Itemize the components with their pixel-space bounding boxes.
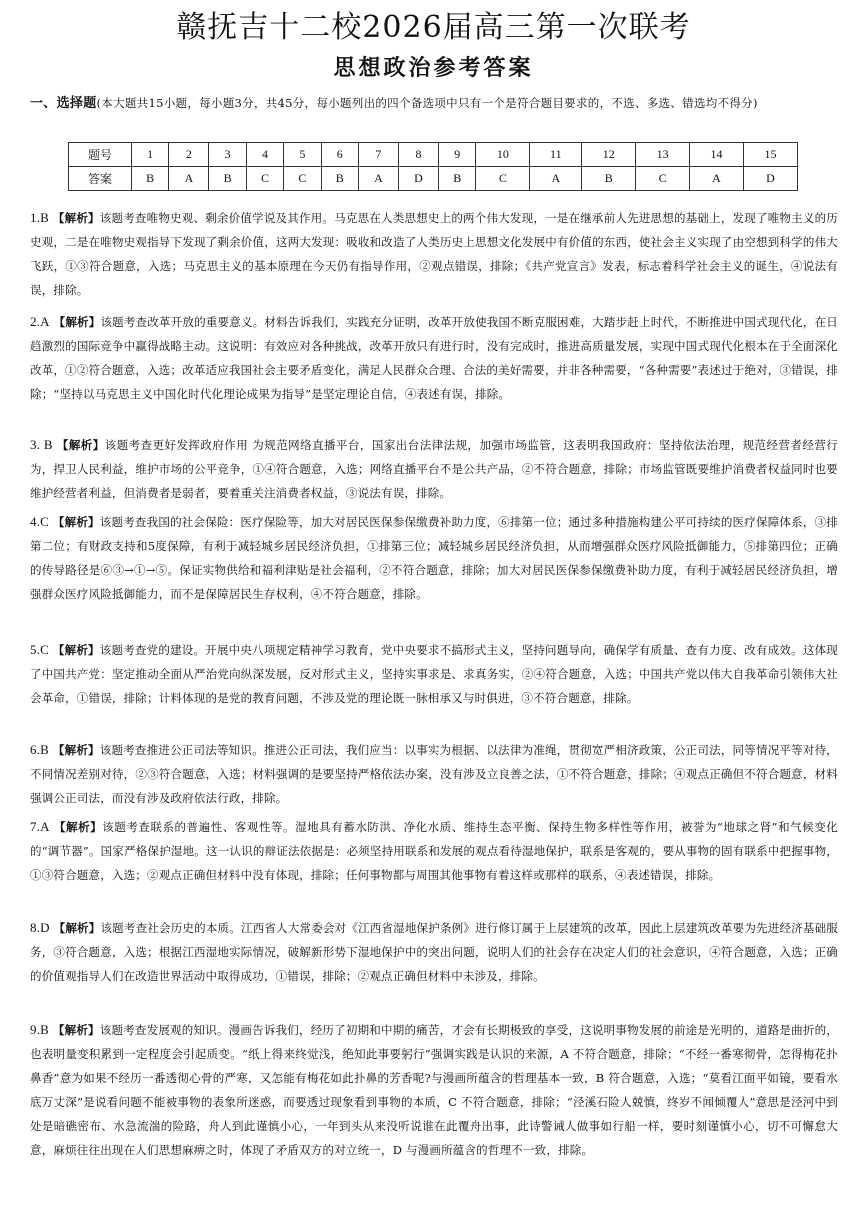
answer-cell: A — [690, 167, 744, 191]
explanation-number: 4.C — [30, 514, 50, 529]
question-number: 2 — [169, 143, 209, 167]
section-heading: 一、选择题 — [30, 96, 97, 111]
explanation-text: 该题考查我国的社会保险：医疗保险等，加大对居民医保参保缴费补助力度，⑥排第一位；通过多种措施构建公平可持续的医疗保障体系，③排第二位；有财政支持和5度保障，有利于减轻城乡居民经济负担，①排第三位；减轻城乡居民经济负担，从而增强群众医疗风险抵御能力，⑤排第四位；正确的传导路径是⑥③→①→⑤。保证实物供给和福利津贴是社会福利，②不符合题意，排除；加大对居民医保参保缴费补助力度，有利于减轻居民经济负担，增强群众医疗风险抵御能力，而不是保障居民生存权利，④不符合题意，排除。 — [30, 515, 838, 601]
answer-cell: C — [284, 167, 321, 191]
explanation-text: 该题考查改革开放的重要意义。材料告诉我们，实践充分证明，改革开放使我国不断克服困难，大踏步赶上时代，不断推进中国式现代化，在日趋激烈的国际竞争中赢得战略主动。这说明：有效应对各种挑战，改革开放只有进行时，没有完成时，推进高质量发展，实现中国式现代化根本在于全面深化改革，①②符合题意，入选；改革适应我国社会主要矛盾变化，满足人民群众合理、合法的美好需要，并非各种需要，“各种需要”表述过于绝对，③错误，排除；“坚持以马克思主义中国化时代化理论成果为指导”是坚定理论自信，④表述有误，排除。 — [30, 315, 839, 401]
explanation-number: 6.B — [30, 742, 50, 757]
question-number: 1 — [132, 143, 169, 167]
section-instructions — [30, 92, 838, 115]
explanation-number: 5.C — [30, 642, 50, 657]
question-number: 12 — [582, 143, 636, 167]
answer-cell: A — [358, 167, 398, 191]
explanation-text: 该题考查唯物史观、剩余价值学说及其作用。马克思在人类思想史上的两个伟大发现，一是在继承前人先进思想的基础上，发现了唯物主义的历史观，二是在唯物史观指导下发现了剩余价值，这两大发现：吸收和改造了人类历史上思想文化发展中有价值的东西，使社会主义实现了由空想到科学的伟大飞跃，①③符合题意，入选；马克思主义的基本原理在今天仍有指导作用，②观点错误，排除；《共产党宣言》发表，标志着科学社会主义的诞生，④说法有误，排除。 — [30, 211, 838, 297]
explanation-item-6 — [30, 738, 838, 810]
explanation-text: 该题考查党的建设。开展中央八项规定精神学习教育，党中央要求不搞形式主义，坚持问题导向，确保学有质量、查有力度、改有成效。这体现了中国共产党：坚定推动全面从严治党向纵深发展，反对形式主义，坚持实事求是、求真务实，②④符合题意，入选；中国共产党以伟大自我革命引领伟大社会革命，①错误，排除；计料体现的是党的教育问题，不涉及党的理论既一脉相承又与时俱进，③不符合题意，排除。 — [30, 643, 838, 705]
question-number: 15 — [743, 143, 797, 167]
explanation-tag: 【解析】 — [52, 643, 100, 657]
answer-table-row-numbers — [69, 143, 798, 167]
answer-table — [68, 142, 798, 191]
question-number: 7 — [358, 143, 398, 167]
explanation-tag: 【解析】 — [53, 820, 103, 834]
explanation-number: 3. B — [30, 437, 53, 452]
question-number: 3 — [209, 143, 246, 167]
section-instructions-text: (本大题共15小题，每小题3分，共45分，每小题列出的四个备选项中只有一个是符合题目要求的，不选、多选、错选均不得分) — [96, 96, 758, 110]
row-label-answer: 答案 — [69, 167, 132, 191]
answer-cell: B — [439, 167, 476, 191]
explanation-text: 该题考查社会历史的本质。江西省人大常委会对《江西省湿地保护条例》进行修订属于上层建筑的改革，因此上层建筑改革要为先进经济基础服务，③符合题意，入选；根据江西湿地实际情况，破解新形势下湿地保护中的突出问题，说明人们的社会存在决定人们的社会意识，④符合题意，入选；正确的价值观指导人们在改造世界活动中取得成功，①错误，排除；②观点正确但材料中未涉及，排除。 — [30, 921, 839, 983]
explanation-item-4 — [30, 510, 838, 606]
question-number: 9 — [439, 143, 476, 167]
explanation-item-9 — [30, 1018, 838, 1162]
answer-cell: C — [476, 167, 530, 191]
question-number: 14 — [690, 143, 744, 167]
question-number: 10 — [476, 143, 530, 167]
question-number: 4 — [246, 143, 283, 167]
answer-table-row-answers — [69, 167, 798, 191]
explanation-item-5 — [30, 638, 838, 710]
explanation-item-2 — [30, 310, 838, 406]
explanation-tag: 【解析】 — [53, 315, 101, 329]
explanation-number: 7.A — [30, 819, 50, 834]
explanation-tag: 【解析】 — [52, 1023, 100, 1037]
explanation-tag: 【解析】 — [52, 743, 100, 757]
explanation-number: 2.A — [30, 314, 50, 329]
explanation-number: 9.B — [30, 1022, 50, 1037]
answer-cell: B — [582, 167, 636, 191]
answer-cell: C — [246, 167, 283, 191]
explanation-text: 该题考查推进公正司法等知识。推进公正司法，我们应当：以事实为根据、以法律为准绳，贯彻宽严相济政策，公正司法，同等情况平等对待，不同情况差别对待，②③符合题意，入选；材料强调的是要坚持严格依法办案，没有涉及立良善之法，①不符合题意，排除；④观点正确但不符合题意，材料强调公正司法，而没有涉及政府依法行政，排除。 — [30, 743, 838, 805]
explanation-tag: 【解析】 — [53, 921, 101, 935]
explanation-tag: 【解析】 — [52, 515, 100, 529]
answer-cell: B — [132, 167, 169, 191]
explanation-text: 该题考查发展观的知识。漫画告诉我们，经历了初期和中期的痛苦，才会有长期极致的享受，这说明事物发展的前途是光明的，道路是曲折的，也表明量变积累到一定程度会引起质变。“纸上得来终觉浅，绝知此事要躬行”强调实践是认识的来源，A 不符合题意，排除；“不经一番寒彻骨，怎得梅花扑鼻香”意为如果不经历一番透彻心骨的严寒，又怎能有梅花如此扑鼻的芳香呢?与漫画所蕴含的哲理基本一致，B 符合题意，入选；“莫看江面平如镜，要看水底万丈深”是说看问题不能被事物的表象所迷惑，而要透过现象看到事物的本质，C 不符合题意，排除；“泾溪石险人兢慎，终岁不闻倾覆人”意思是泾河中到处是暗礁密布、水急流湍的险路，舟人到此谨慎小心，一年到头从来没听说谁在此覆舟出事，此诗警诫人做事如行船一样，要时刻谨慎小心，切不可懈怠大意，麻烦往往出现在人们思想麻痹之时，体现了矛盾双方的对立统一，D 与漫画所蕴含的哲理不一致，排除。 — [30, 1023, 838, 1157]
question-number: 5 — [284, 143, 321, 167]
explanation-text: 该题考查联系的普遍性、客观性等。湿地具有蓄水防洪、净化水质、维持生态平衡、保持生物多样性等作用，被誉为“地球之肾”和气候变化的“调节器”。国家严格保护湿地。这一认识的辩证法依据是：必须坚持用联系和发展的观点看待湿地保护，联系是客观的，要从事物的固有联系中把握事物，①③符合题意，入选；②观点正确但材料中没有体现，排除；任何事物都与周围其他事物有着这样或那样的联系，④表述错误，排除。 — [30, 820, 839, 882]
explanation-number: 1.B — [30, 210, 50, 225]
explanation-item-8 — [30, 916, 838, 988]
explanation-tag: 【解析】 — [56, 438, 105, 452]
question-number: 11 — [530, 143, 582, 167]
explanation-tag: 【解析】 — [52, 211, 100, 225]
explanation-text: 该题考查更好发挥政府作用 为规范网络直播平台，国家出台法律法规，加强市场监管，这表明我国政府：坚持依法治理，规范经营者经营行为，捍卫人民利益，维护市场的公平竞争，①④符合题意，入选；网络直播平台不是公共产品，②不符合题意，排除；市场监管既要维护消费者权益同时也要维护经营者利益，但消费者是弱者，要着重关注消费者权益，③说法有误，排除。 — [30, 438, 838, 500]
answer-cell: B — [321, 167, 358, 191]
question-number: 8 — [398, 143, 438, 167]
answer-cell: A — [530, 167, 582, 191]
explanation-number: 8.D — [30, 920, 50, 935]
explanation-item-7 — [30, 815, 838, 887]
row-label-number: 题号 — [69, 143, 132, 167]
question-number: 13 — [636, 143, 690, 167]
answer-cell: D — [743, 167, 797, 191]
question-number: 6 — [321, 143, 358, 167]
answer-cell: C — [636, 167, 690, 191]
page-subtitle: 思想政治参考答案 — [333, 55, 534, 81]
page-title: 赣抚吉十二校2026届高三第一次联考 — [176, 10, 691, 45]
answer-cell: B — [209, 167, 246, 191]
explanation-item-3 — [30, 433, 838, 505]
answer-cell: A — [169, 167, 209, 191]
answer-cell: D — [398, 167, 438, 191]
explanation-item-1 — [30, 206, 838, 302]
